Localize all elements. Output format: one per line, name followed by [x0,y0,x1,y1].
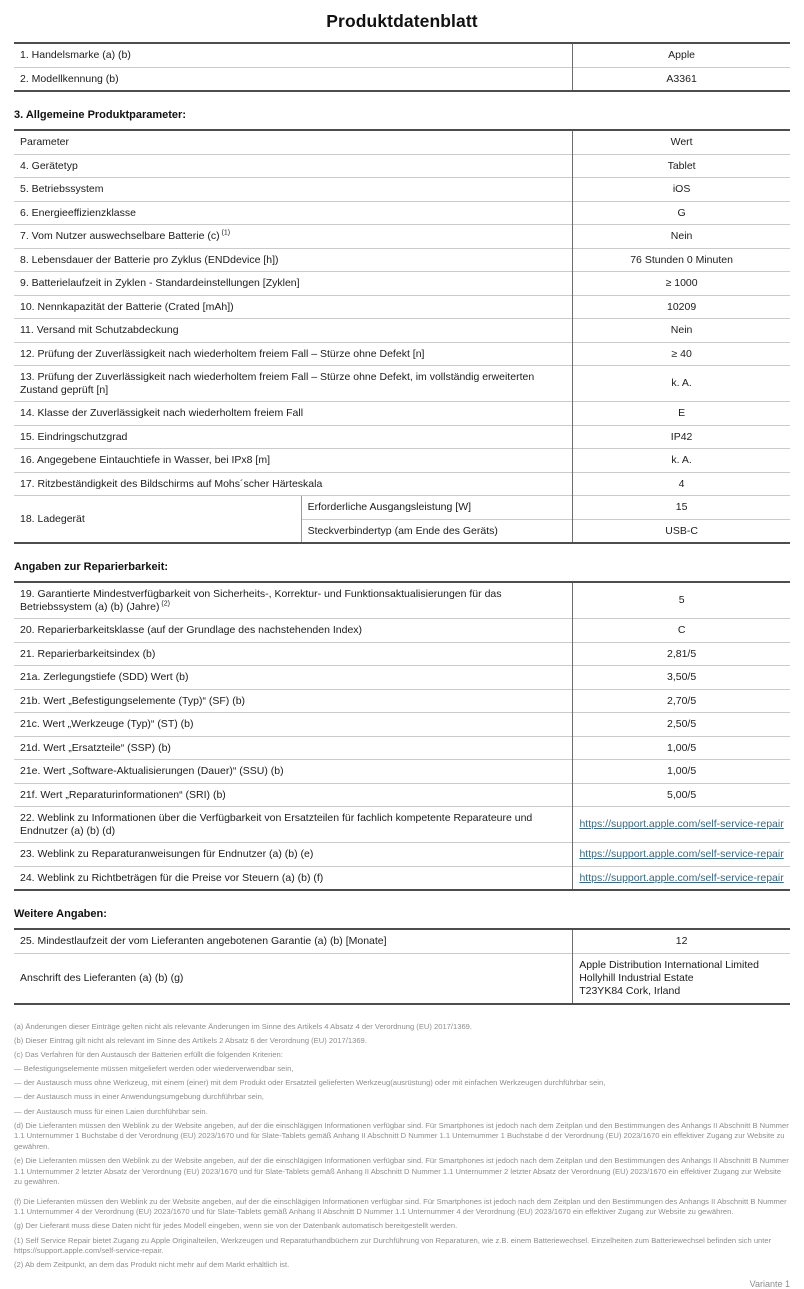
row-label: 21. Reparierbarkeitsindex (b) [14,642,573,666]
footnote: (1) Self Service Repair bietet Zugang zu Apple Originalteilen, Werkzeugen und Reparaturhandbüchern zur Durchführung von Reparaturen, wie z.B. einem Batteriewechsel. Einzelheiten zum Batteriewechsel befinden sich unter https://support.apple.com/self-service-repair. [14,1235,772,1256]
table-row [14,248,790,272]
table-row [14,807,790,843]
footnote: — der Austausch muss für einen Laien durchführbar sein. [14,1106,208,1116]
table-row [14,783,790,807]
table-row [14,929,790,953]
row-label: 25. Mindestlaufzeit der vom Lieferanten angebotenen Garantie (a) (b) [Monate] [20,935,387,947]
row-value: ≥ 40 [573,342,790,366]
row-value: 4 [573,472,790,496]
row-label: 12. Prüfung der Zuverlässigkeit nach wiederholtem freiem Fall – Stürze ohne Defekt [n] [14,342,573,366]
row-label: 5. Betriebssystem [14,178,573,202]
row-value: 15 [573,496,790,520]
row-value: Nein [573,225,790,249]
row-label: 4. Gerätetyp [14,154,573,178]
variant-label: Variante 1 [749,1278,790,1289]
row-value [573,953,790,1004]
footnote-reference: (2) [159,600,170,607]
row-label: 14. Klasse der Zuverlässigkeit nach wiederholtem freiem Fall [14,402,573,426]
table-row [14,201,790,225]
row-label: 24. Weblink zu Richtbeträgen für die Preise vor Steuern (a) (b) (f) [14,866,573,890]
row-value: IP42 [573,425,790,449]
table-row [14,425,790,449]
row-value: k. A. [573,449,790,473]
row-value: A3361 [573,67,790,91]
table-row [14,496,790,520]
row-label: 21f. Wert „Reparaturinformationen“ (SRI) (b) [14,783,573,807]
row-label: 22. Weblink zu Informationen über die Verfügbarkeit von Ersatzteilen für fachlich kompetente Reparateure und Endnutzer (a) (b) (d) [14,807,573,843]
table-row [14,736,790,760]
row-label: 18. Ladegerät [14,496,301,544]
row-label: 23. Weblink zu Reparaturanweisungen für Endnutzer (a) (b) (e) [14,843,573,867]
support-link[interactable]: https://support.apple.com/self-service-repair [579,818,784,831]
footnote: (d) Die Lieferanten müssen den Weblink zu der Website angeben, auf der die einschlägigen Informationen verfügbar sind. Für Smartphones ist jedoch nach dem Zeitplan und den Bestimmungen des Anhangs II Abschnitt B Nummer 1.1 Unternummer 1 Buchstabe d der Verordnung (EU) 2023/1670 und für Slate-Tablets gemäß Anhang II Abschnitt D Nummer 1.1 Unternummer 1 Buchstabe d der Verordnung (EU) 2023/1670 ein effektiver Zugang zur Website zu gewähren. [14,1120,789,1151]
row-value: 1,00/5 [573,760,790,784]
footnote: — der Austausch muss in einer Anwendungsumgebung durchführbar sein, [14,1092,264,1102]
table-row [14,582,790,619]
table-row [14,272,790,296]
table-row [14,689,790,713]
table-row [14,67,790,91]
additional-table [14,928,790,1005]
row-label: 1. Handelsmarke (a) (b) [20,49,131,61]
table-row [14,178,790,202]
table-row [14,666,790,690]
support-link[interactable]: https://support.apple.com/self-service-repair [579,848,784,860]
table-row [14,642,790,666]
row-label: 8. Lebensdauer der Batterie pro Zyklus (ENDdevice [h]) [14,248,573,272]
row-value: 10209 [573,295,790,319]
row-value: Apple [573,43,790,67]
table-row [14,225,790,249]
row-label: 10. Nennkapazität der Batterie (Crated [mAh]) [14,295,573,319]
row-value: 2,70/5 [573,689,790,713]
row-label: 20. Reparierbarkeitsklasse (auf der Grundlage des nachstehenden Index) [14,619,573,643]
table-row [14,154,790,178]
row-label: 21c. Wert „Werkzeuge (Typ)“ (ST) (b) [14,713,573,737]
row-label: 6. Energieeffizienzklasse [14,201,573,225]
identification-table [14,42,790,92]
row-value: 2,50/5 [573,713,790,737]
row-label: 21e. Wert „Software-Aktualisierungen (Dauer)“ (SSU) (b) [14,760,573,784]
table-row [14,760,790,784]
row-value: 5,00/5 [573,783,790,807]
address-line: Apple Distribution International Limited [579,958,759,971]
address-line: Hollyhill Industrial Estate [579,971,694,984]
row-value: G [573,201,790,225]
charger-subparameter: Erforderliche Ausgangsleistung [W] [301,496,573,520]
table-row [14,402,790,426]
row-label: 7. Vom Nutzer auswechselbare Batterie (c) $^{(1)}$ [14,225,573,249]
general-parameters-table [14,129,790,544]
footnote: (b) Dieser Eintrag gilt nicht als relevant im Sinne des Artikels 2 Absatz 6 der Verordnung (EU) 2017/1369. [14,1036,367,1046]
row-label: 21d. Wert „Ersatzteile“ (SSP) (b) [14,736,573,760]
address-line: T23YK84 Cork, Irland [579,984,681,997]
row-value: 3,50/5 [573,666,790,690]
row-label: 13. Prüfung der Zuverlässigkeit nach wiederholtem freiem Fall – Stürze ohne Defekt, im vollständig erweiterten Zustand geprüft [n] [14,366,573,402]
footnote: (g) Der Lieferant muss diese Daten nicht für jedes Modell eingeben, wenn sie von der Datenbank automatisch bereitgestellt werden. [14,1221,458,1231]
footnote: — Befestigungselemente müssen mitgeliefert werden oder wiederverwendbar sein, [14,1064,294,1074]
row-value: 76 Stunden 0 Minuten [573,248,790,272]
row-value: 2,81/5 [573,642,790,666]
row-label: 11. Versand mit Schutzabdeckung [14,319,573,343]
row-value: iOS [573,178,790,202]
table-row [14,619,790,643]
row-value [573,843,790,867]
section-heading-general: 3. Allgemeine Produktparameter: [14,109,186,121]
row-value: 12 [573,929,790,953]
row-value: Tablet [573,154,790,178]
row-value [573,866,790,890]
table-row [14,472,790,496]
row-value: 5 [573,582,790,619]
table-row [14,866,790,890]
footnote: (2) Ab dem Zeitpunkt, an dem das Produkt nicht mehr auf dem Markt erhältlich ist. [14,1260,290,1270]
table-row [14,366,790,402]
row-label: 9. Batterielaufzeit in Zyklen - Standardeinstellungen [Zyklen] [14,272,573,296]
row-value: k. A. [573,366,790,402]
row-label: 19. Garantierte Mindestverfügbarkeit von Sicherheits-, Korrektur- und Funktionsaktualisierungen für das Betriebssystem (a) (b) (Jahre) $^{(2)}$ [20,588,502,613]
page-title: Produktdatenblatt [326,11,478,31]
charger-subparameter: Steckverbindertyp (am Ende des Geräts) [301,519,573,543]
table-row [14,953,790,1004]
column-header-wert: Wert [573,130,790,154]
table-row [14,449,790,473]
row-value: 1,00/5 [573,736,790,760]
section-heading-additional: Weitere Angaben: [14,908,107,920]
section-heading-repairability: Angaben zur Reparierbarkeit: [14,561,169,573]
column-header-parameter: Parameter [20,136,70,148]
row-label: 16. Angegebene Eintauchtiefe in Wasser, bei IPx8 [m] [14,449,573,473]
footnote: — der Austausch muss ohne Werkzeug, mit einem (einer) mit dem Produkt oder Ersatzteil gelieferten Werkzeug(ausrüstung) oder mit einfachen Werkzeugen durchführbar sein, [14,1078,606,1088]
support-link[interactable]: https://support.apple.com/self-service-repair [579,871,784,884]
footnote: (e) Die Lieferanten müssen den Weblink zu der Website angeben, auf der die einschlägigen Informationen verfügbar sind. Für Smartphones ist jedoch nach dem Zeitplan und den Bestimmungen des Anhangs II Abschnitt B Nummer 1.1 Unternummer 2 letzter Absatz der Verordnung (EU) 2023/1670 und für Slate-Tablets gemäß Anhang II Abschnitt D Nummer 1.1 Unternummer 2 letzter Absatz der Verordnung (EU) 2023/1670 ein effektiver Zugang zur Website zu gewähren. [14,1155,789,1187]
row-label: 2. Modellkennung (b) [14,67,573,91]
row-value: Nein [573,319,790,343]
row-value: C [573,619,790,643]
footnotes [14,1019,790,1271]
table-row [14,843,790,867]
row-label: 15. Eindringschutzgrad [14,425,573,449]
footnote: (c) Das Verfahren für den Austausch der Batterien erfüllt die folgenden Kriterien: [14,1050,283,1060]
row-value: E [573,402,790,426]
table-row [14,713,790,737]
table-row [14,295,790,319]
row-label: 21b. Wert „Befestigungselemente (Typ)“ (SF) (b) [14,689,573,713]
row-label: 21a. Zerlegungstiefe (SDD) Wert (b) [14,666,573,690]
table-header-row [14,130,790,154]
table-row [14,342,790,366]
row-label: 17. Ritzbeständigkeit des Bildschirms auf Mohs´scher Härteskala [14,472,573,496]
repairability-table [14,581,790,891]
footnote: (a) Änderungen dieser Einträge gelten nicht als relevante Änderungen im Sinne des Artikels 4 Absatz 4 der Verordnung (EU) 2017/1369. [14,1022,473,1031]
table-row [14,319,790,343]
row-value: ≥ 1000 [573,272,790,296]
row-value: USB-C [573,519,790,543]
footnote: (f) Die Lieferanten müssen den Weblink zu der Website angeben, auf der die einschlägigen Informationen verfügbar sind. Für Smartphones ist jedoch nach dem Zeitplan und den Bestimmungen des Anhangs II Abschnitt B Nummer 1.1 Unternummer 4 der Verordnung (EU) 2023/1670 und für Slate-Tablets gemäß Anhang II Abschnitt D Nummer 1.1 Unternummer 4 der Verordnung (EU) 2023/1670 ein effektiver Zugang zur Website zu gewähren. [14,1196,787,1217]
footnote-reference: (1) [219,229,231,237]
row-label: Anschrift des Lieferanten (a) (b) (g) [14,953,573,1004]
row-value [573,807,790,843]
table-row [14,43,790,67]
